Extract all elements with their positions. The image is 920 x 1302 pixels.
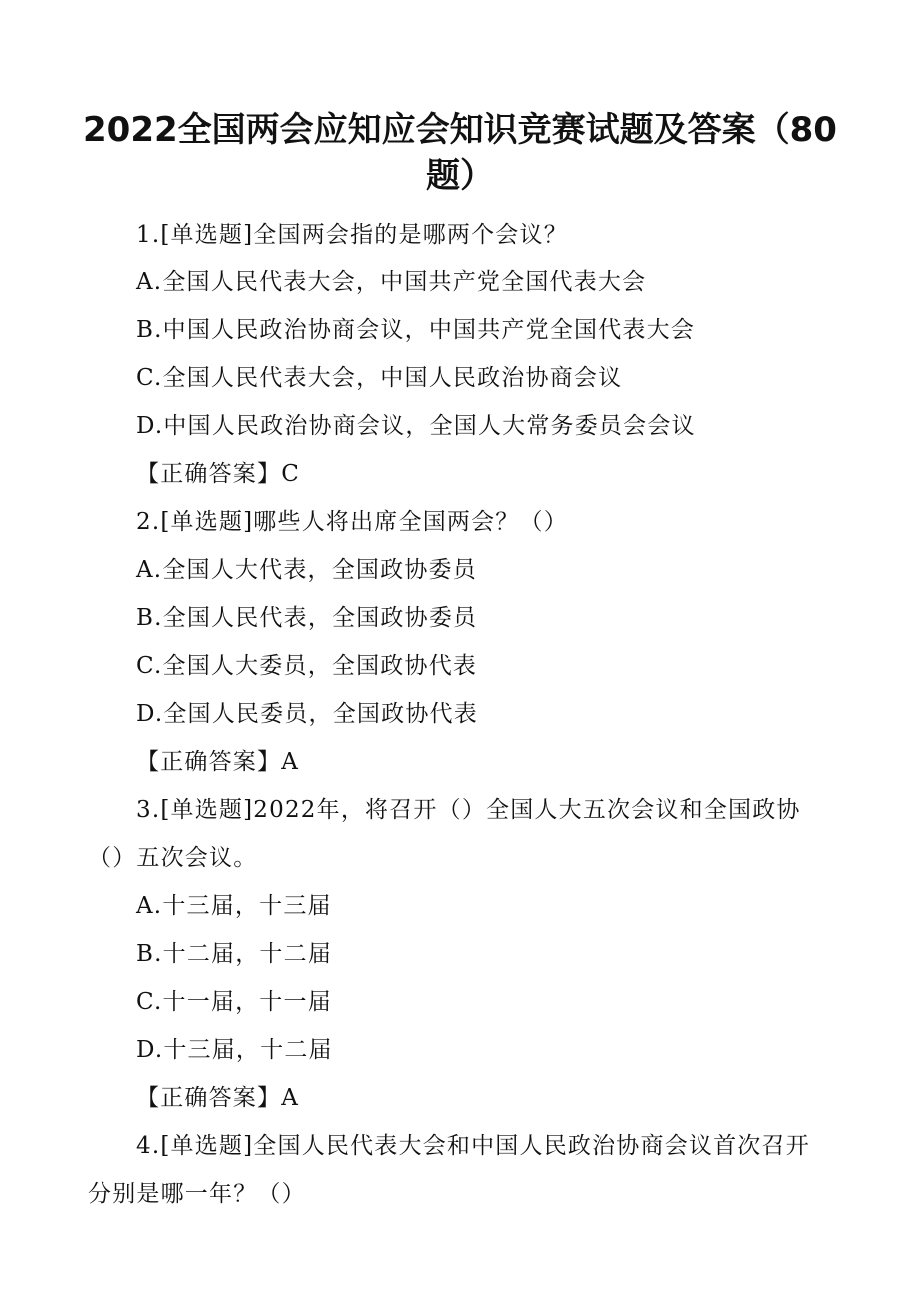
- question-2-option-d: D.全国人民委员，全国政协代表: [136, 701, 478, 727]
- question-2-answer: 【正确答案】A: [136, 749, 300, 775]
- question-1-option-c: C.全国人民代表大会，中国人民政治协商会议: [136, 365, 623, 391]
- question-1-option-d: D.中国人民政治协商会议，全国人大常务委员会会议: [136, 413, 696, 439]
- question-3-option-b: B.十二届，十二届: [136, 941, 333, 967]
- question-2-option-b: B.全国人民代表，全国政协委员: [136, 605, 478, 631]
- question-4-stem: 4.[单选题]全国人民代表大会和中国人民政治协商会议首次召开: [136, 1133, 810, 1159]
- question-1-stem: 1.[单选题]全国两会指的是哪两个会议？: [136, 222, 568, 248]
- question-3-option-d: D.十三届，十二届: [136, 1037, 333, 1063]
- question-2-stem: 2.[单选题]哪些人将出席全国两会？（）: [136, 509, 568, 535]
- question-1-answer: 【正确答案】C: [136, 461, 300, 487]
- question-1-option-a: A.全国人民代表大会，中国共产党全国代表大会: [136, 269, 647, 295]
- question-3-option-a: A.十三届，十三届: [136, 893, 332, 919]
- question-3-option-c: C.十一届，十一届: [136, 989, 332, 1015]
- document-title-line-2: 题）: [426, 156, 494, 196]
- question-2-option-a: A.全国人大代表，全国政协委员: [136, 557, 477, 583]
- question-2-option-c: C.全国人大委员，全国政协代表: [136, 653, 478, 679]
- document-title-line-1: 2022全国两会应知应会知识竞赛试题及答案（80: [83, 110, 837, 150]
- question-3-stem: 3.[单选题]2022年，将召开（）全国人大五次会议和全国政协: [136, 797, 801, 823]
- question-3-stem-continued: （）五次会议。: [88, 845, 258, 871]
- question-4-stem-continued: 分别是哪一年？（）: [88, 1181, 306, 1207]
- question-1-option-b: B.中国人民政治协商会议，中国共产党全国代表大会: [136, 317, 696, 343]
- question-3-answer: 【正确答案】A: [136, 1085, 300, 1111]
